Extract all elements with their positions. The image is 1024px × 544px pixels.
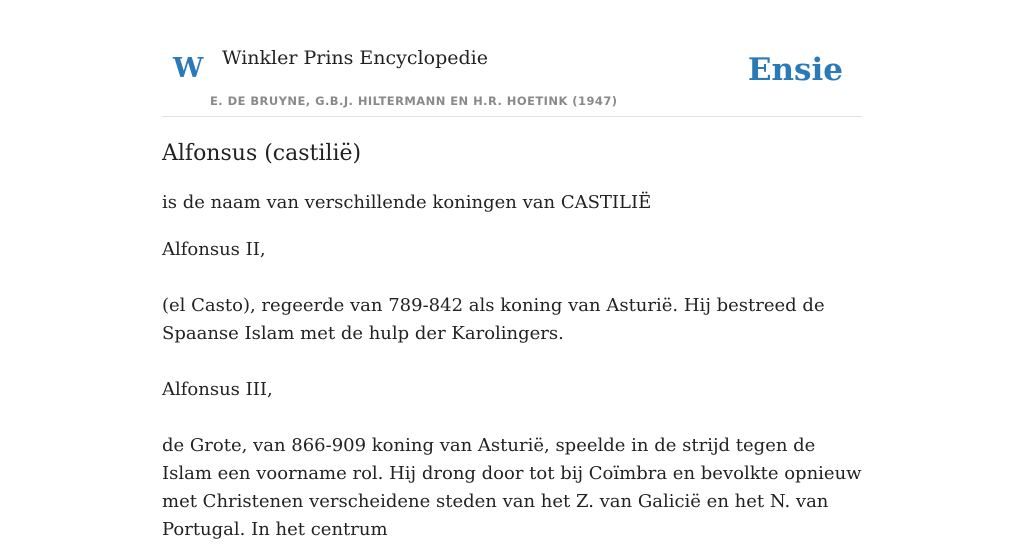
entry-name: Alfonsus III, [162,379,273,400]
ensie-logo[interactable]: Ensie [747,52,843,88]
article-title: Alfonsus (castilië) [162,141,362,166]
entry-text: (el Casto), regeerde van 789-842 als koning van Asturië. Hij bestreed de Spaanse Islam met de hulp der Karolingers. [162,295,825,344]
article-intro: is de naam van verschillende koningen van CASTILIË [162,192,652,213]
article [162,138,862,544]
book-title[interactable]: Winkler Prins Encyclopedie [222,47,488,69]
entry-name: Alfonsus II, [162,239,266,260]
entry-text: de Grote, van 866-909 koning van Asturië, speelde in de strijd tegen de Islam een voorname rol. Hij drong door tot bij Coïmbra en bevolkte opnieuw met Christenen verscheidene steden van het Z. van Galicië en het N. van Portugal. In het centrum [162,435,862,540]
book-authors: E. DE BRUYNE, G.B.J. HILTERMANN EN H.R. HOETINK (1947) [210,94,618,108]
entry-alfonsus-iii [162,376,862,544]
entry-alfonsus-ii [162,236,862,348]
winkler-prins-logo[interactable]: W [173,53,204,84]
header [162,0,862,117]
